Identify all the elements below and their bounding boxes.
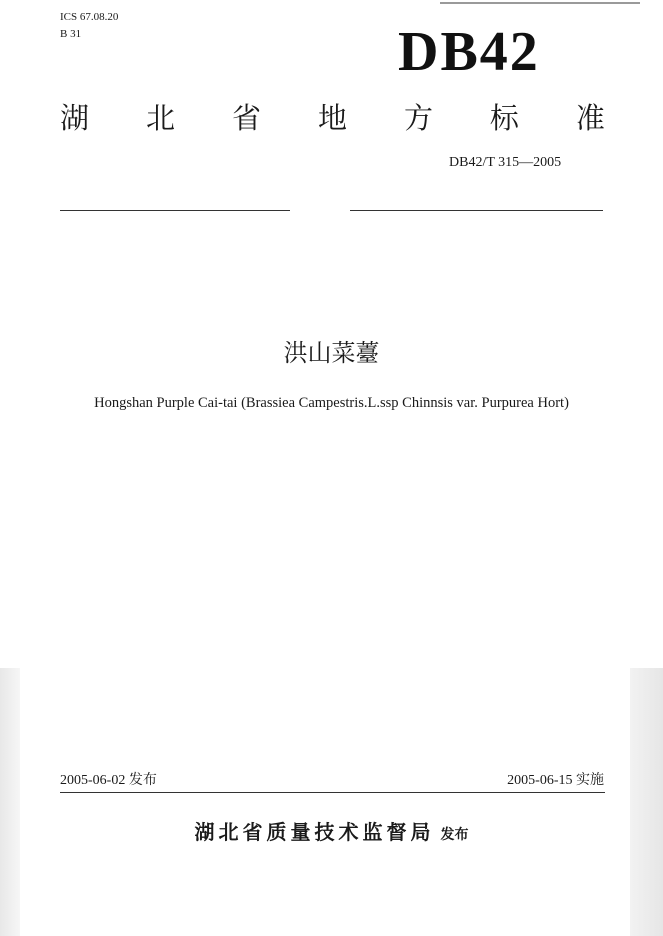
issuer-name: 湖北省质量技术监督局: [194, 820, 435, 844]
standard-type-heading: [60, 100, 605, 136]
title-chinese: 洪山菜薹: [283, 339, 380, 367]
header-divider: [60, 210, 603, 211]
standard-type-char: 准: [575, 101, 605, 135]
ics-code: ICS 67.08.20: [60, 11, 119, 23]
standard-type-char: 地: [317, 101, 347, 135]
footer-divider: [60, 792, 605, 793]
standard-type-char: 标: [489, 101, 519, 135]
db-logo: DB42: [398, 21, 540, 83]
scan-top-rule: [440, 2, 640, 4]
standard-number: DB42/T 315—2005: [449, 155, 562, 170]
issue-date: 2005-06-02 发布: [60, 773, 157, 788]
issuer-action: 发布: [440, 827, 469, 843]
standard-type-char: 省: [231, 101, 261, 135]
title-english: Hongshan Purple Cai-tai (Brassiea Campestris.L.ssp Chinnsis var. Purpurea Hort): [94, 395, 569, 411]
classification-code: B 31: [60, 28, 82, 40]
standard-type-char: 方: [403, 101, 433, 135]
standard-type-char: 湖: [60, 101, 90, 135]
standard-type-char: 北: [145, 101, 175, 135]
scan-shadow-right: [630, 668, 663, 936]
issuer-line: [0, 816, 663, 845]
implementation-date: 2005-06-15 实施: [507, 773, 604, 788]
scan-shadow-left: [0, 668, 20, 936]
